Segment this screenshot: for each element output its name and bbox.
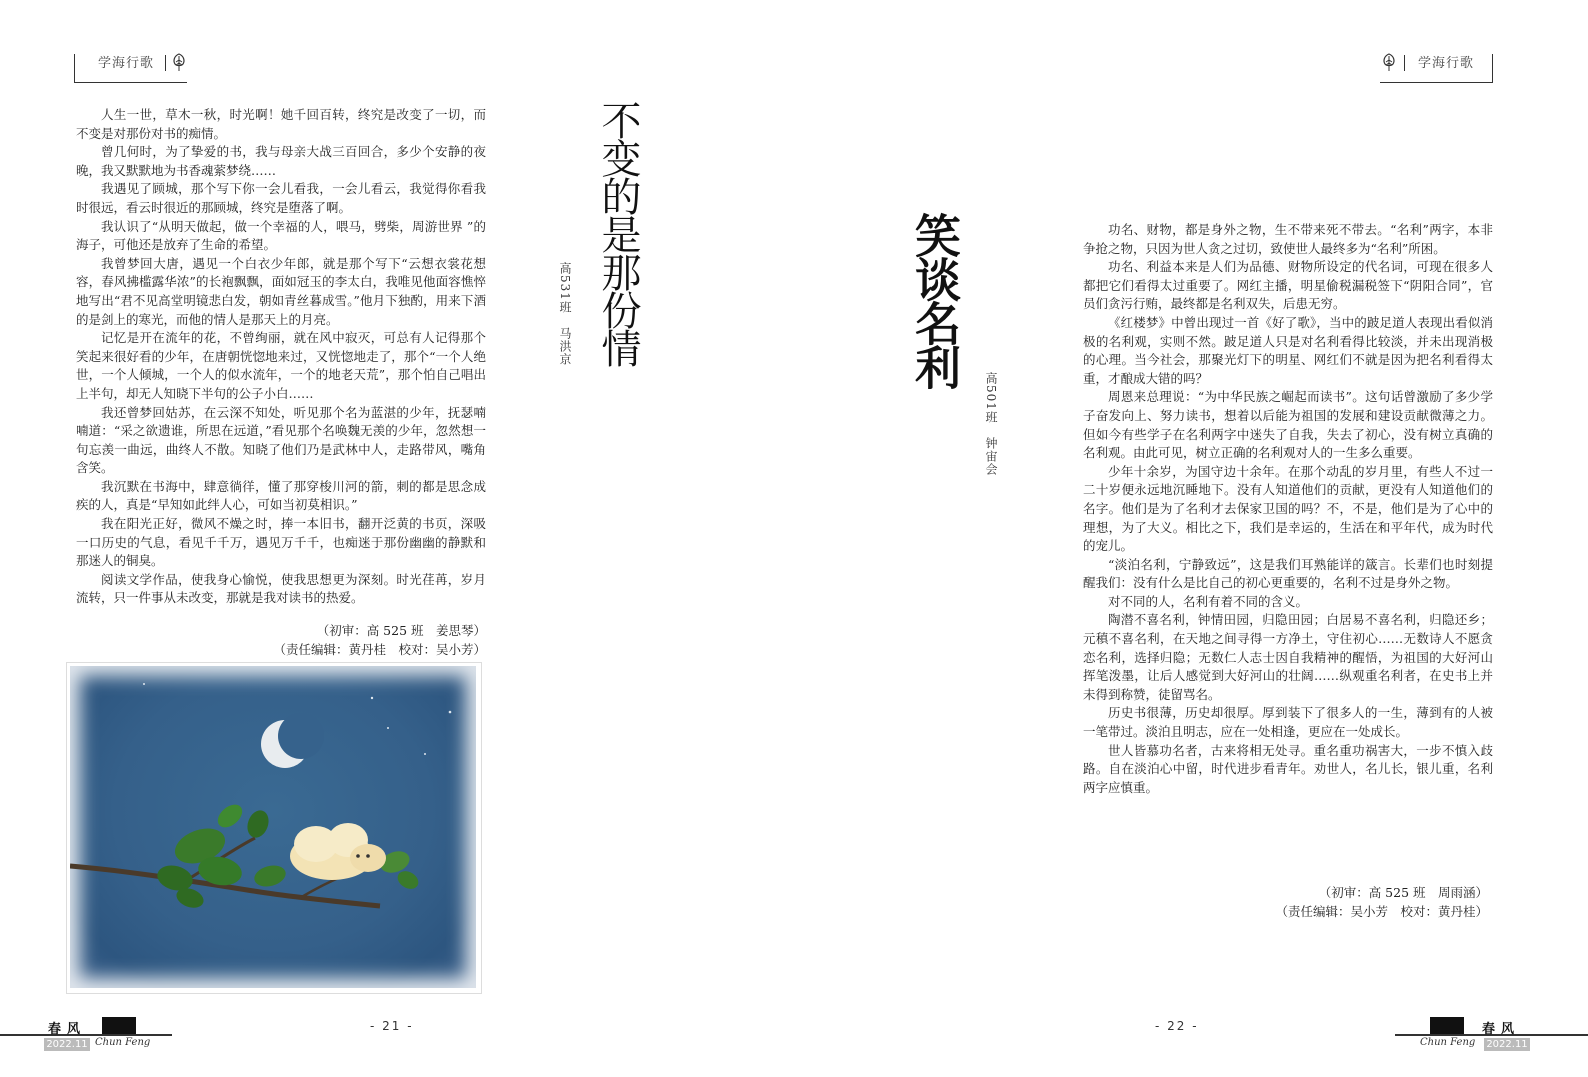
right-footer-block [1430,1017,1464,1034]
paragraph: 功名、财物，都是身外之物，生不带来死不带去。“名利”两字，本非争抢之物，只因为世人贪之过切，致使世人最终多为“名利”所困。 [1083,222,1493,256]
editor-credit: （责任编辑：吴小芳 校对：黄丹桂） [1275,903,1488,919]
left-page-number: - 21 - [370,1019,414,1033]
right-footer-magazine: 春风 [1482,1022,1521,1037]
left-footer-english: Chun Feng [95,1037,151,1048]
right-header-divider [1404,55,1405,71]
paragraph: 我沉默在书海中，肆意徜徉，懂了那穿梭川河的箭，刺的都是思念成疾的人，真是“早知如此绊人心，可如当初莫相识。” [76,478,486,513]
paragraph: 我在阳光正好，微风不燥之时，捧一本旧书，翻开泛黄的书页，深吸一口历史的气息，看见千千万，遇见万千千，也痴迷于那份幽幽的静默和那迷人的铜臭。 [76,516,486,569]
left-article-author: 高531班 马洪京 [558,262,572,366]
right-footer-issue: 2022.11 [1484,1038,1530,1051]
left-article-title: 不变的是那份情 [595,100,641,366]
paragraph: “淡泊名利，宁静致远”，这是我们耳熟能详的箴言。长辈们也时刻提醒我们：没有什么是比自己的初心更重要的，名利不过是身外之物。 [1083,556,1493,591]
paragraph: 历史书很薄，历史却很厚。厚到装下了很多人的一生，薄到有的人被一笔带过。淡泊且明志，应在一处相逢，更应在一处成长。 [1083,705,1493,740]
left-footer-magazine: 春风 [48,1022,87,1037]
paragraph: 人生一世，草木一秋，时光啊！她千回百转，终究是改变了一切，而不变是对那份对书的痴情。 [76,107,486,141]
right-credits [1200,884,1488,921]
first-review-credit: （初审：高 525 班 周雨涵） [1318,885,1488,900]
right-footer-english: Chun Feng [1420,1037,1476,1048]
tree-leaf-icon [1380,52,1398,72]
right-header-label: 学海行歌 [1418,56,1475,71]
moon-cloud-illustration [70,666,476,988]
paragraph: 曾几何时，为了挚爱的书，我与母亲大战三百回合，多少个安静的夜晚，我又默默地为书香魂萦梦绕…… [76,144,486,178]
paragraph: 功名、利益本来是人们为品德、财物所设定的代名词，可现在很多人都把它们看得太过重要了。网红主播，明星偷税漏税签下“阴阳合同”，官员们贪污行贿，最终都是名利双失，后患无穷。 [1083,259,1493,312]
paragraph: 我曾梦回大唐，遇见一个白衣少年郎，就是那个写下“云想衣裳花想容，春风拂槛露华浓”的长袍飘飘，面如冠玉的李太白，我唯见他面容憔悴地写出“君不见高堂明镜悲白发，朝如青丝暮成雪。”他月下独酌，用来下酒的是剑上的寒光，而他的情人是那天上的月亮。 [76,255,486,327]
left-header-divider [165,55,166,71]
left-footer-block [102,1017,136,1034]
right-article-author: 高501班 钟宙会 [984,372,998,476]
left-article-body [76,106,486,608]
right-article-body [1083,221,1493,797]
editor-credit: （责任编辑：黄丹桂 校对：吴小芳） [273,641,486,657]
paragraph: 陶潜不喜名利，钟情田园，归隐田园；白居易不喜名利，归隐还乡；元稹不喜名利，在天地之间寻得一方净土，守住初心……无数诗人不愿贪恋名利，选择归隐；无数仁人志士因自我精神的醒悟，为祖国的大好河山挥笔泼墨，让后人感觉到大好河山的壮阔……纵观重名利者，在史书上并未得到称赞，徒留骂名。 [1083,612,1493,702]
paragraph: 少年十余岁，为国守边十余年。在那个动乱的岁月里，有些人不过一二十岁便永远地沉睡地下。没有人知道他们的贡献，更没有人知道他们的名字。他们是为了名利才去保家卫国的吗？不，不是，他们是为了心中的理想，为了大义。相比之下，我们是幸运的，生活在和平年代，成为时代的宠儿。 [1083,463,1493,554]
left-header-label: 学海行歌 [98,56,155,71]
paragraph: 我遇见了顾城，那个写下你一会儿看我，一会儿看云，我觉得你看我时很远，看云时很近的那顾城，终究是堕落了啊。 [76,181,486,215]
paragraph: 阅读文学作品，使我身心愉悦，使我思想更为深刻。时光荏苒，岁月流转，只一件事从未改变，那就是我对读书的热爱。 [76,571,486,606]
paragraph: 记忆是开在流年的花，不曾绚丽，就在风中寂灭，可总有人记得那个笑起来很好看的少年，在唐朝恍惚地来过，又恍惚地走了，那个“一个人绝世，一个人倾城，一个人的似水流年，一个的地老天荒”，那个怕自己唱出上半句，却无人知晓下半句的公子小白…… [76,330,486,401]
tree-leaf-icon [170,52,188,72]
paragraph: 世人皆慕功名者，古来将相无处寻。重名重功祸害大，一步不慎入歧路。自在淡泊心中留，时代进步看青年。劝世人，名儿长，银儿重，名利两字应慎重。 [1083,742,1493,795]
paragraph: 《红楼梦》中曾出现过一首《好了歌》，当中的跛足道人表现出看似消极的名利观，实则不然。跛足道人只是对名利看得比较淡，并未出现消极的心理。当今社会，那聚光灯下的明星、网红们不就是因为把名利看得太重，才酿成大错的吗？ [1083,314,1493,386]
left-credits [200,622,486,659]
right-article-title: 笑谈名利 [908,212,962,388]
paragraph: 周恩来总理说：“为中华民族之崛起而读书”。这句话曾激励了多少学子奋发向上、努力读书，想着以后能为祖国的发展和建设贡献微薄之力。但如今有些学子在名利两字中迷失了自我，失去了初心，没有树立真确的名利观。由此可见，树立正确的名利观对人的一生多么重要。 [1083,389,1493,461]
paragraph: 我认识了“从明天做起，做一个幸福的人，喂马，劈柴，周游世界 ”的海子，可他还是放弃了生命的希望。 [76,218,486,253]
first-review-credit: （初审：高 525 班 姜思琴） [316,623,486,638]
right-page-number: - 22 - [1155,1019,1199,1033]
paragraph: 我还曾梦回姑苏，在云深不知处，听见那个名为蓝湛的少年，抚瑟喃喃道：“采之欲遗谁，所思在远道，”看见那个名唤魏无羡的少年，忽然想一句忘羡一曲远，曲终人不散。知晓了他们乃是武林中人，走路带风，嘴角含笑。 [76,404,486,476]
left-footer-issue: 2022.11 [44,1038,90,1051]
paragraph: 对不同的人，名利有着不同的含义。 [1108,593,1309,609]
